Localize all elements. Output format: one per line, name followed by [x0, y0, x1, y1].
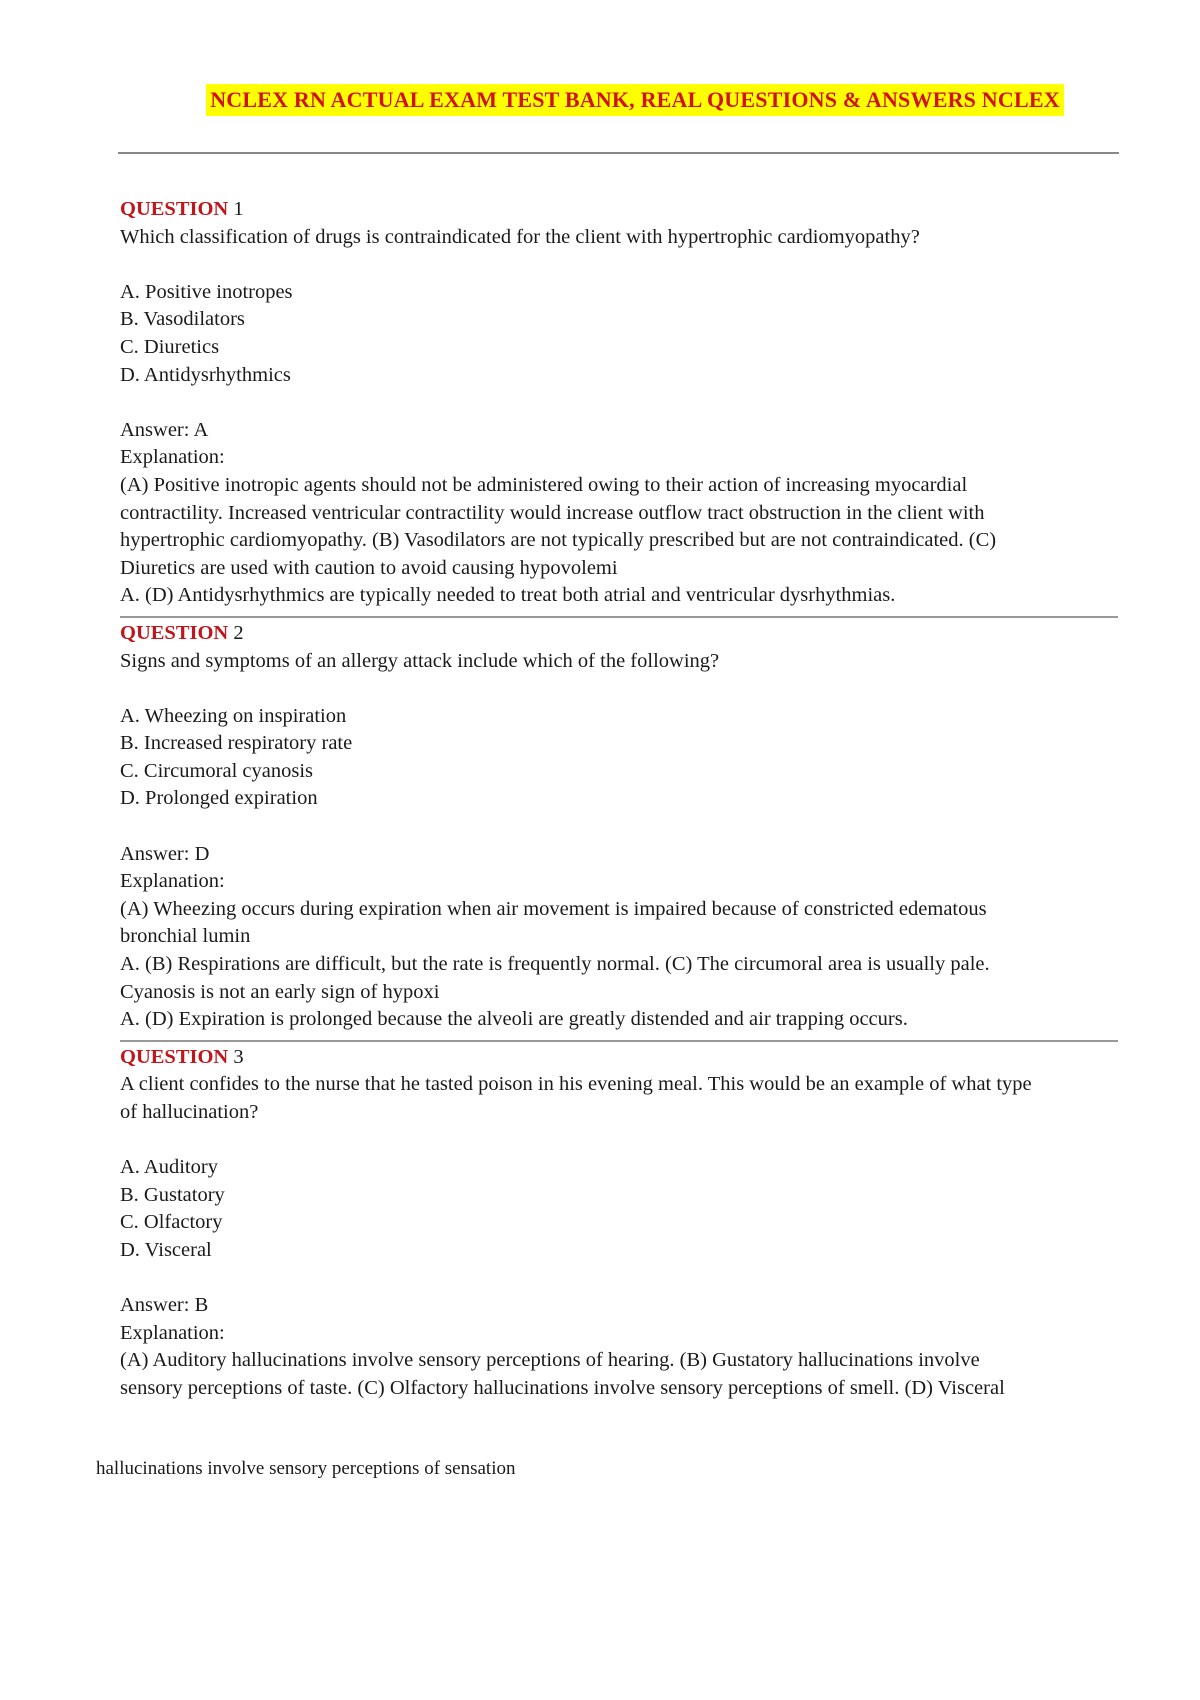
- question-block: [120, 196, 1120, 610]
- explanation-line: (A) Auditory hallucinations involve sensory perceptions of hearing. (B) Gustatory hallucinations involve: [120, 1349, 980, 1372]
- answer-line: Answer: A: [120, 418, 209, 441]
- question-block: [120, 1044, 1120, 1403]
- question-text-line: A client confides to the nurse that he tasted poison in his evening meal. This would be an example of what type: [120, 1073, 1032, 1096]
- explanation-line: (A) Wheezing occurs during expiration when air movement is impaired because of constricted edematous: [120, 897, 987, 920]
- option-b: B. Vasodilators: [120, 308, 245, 331]
- answer-line: Answer: B: [120, 1294, 209, 1317]
- question-number: 2: [233, 621, 244, 644]
- answer-options: [120, 703, 1120, 813]
- option-a: A. Positive inotropes: [120, 280, 293, 303]
- explanation-line: contractility. Increased ventricular contractility would increase outflow tract obstruction in the client with: [120, 501, 985, 524]
- question-heading: [120, 620, 1120, 648]
- question-divider: [120, 616, 1118, 618]
- option-c: C. Diuretics: [120, 335, 220, 358]
- title-divider: [118, 152, 1119, 154]
- explanation-label: Explanation:: [120, 446, 225, 469]
- explanation-line: A. (D) Expiration is prolonged because the alveoli are greatly distended and air trapping occurs.: [120, 1008, 908, 1031]
- explanation-continuation: hallucinations involve sensory perceptions of sensation: [96, 1458, 516, 1479]
- question-text: Signs and symptoms of an allergy attack include which of the following?: [120, 649, 720, 672]
- question-heading: [120, 196, 1120, 224]
- option-a: A. Auditory: [120, 1156, 218, 1179]
- questions-content: [120, 196, 1120, 1403]
- option-a: A. Wheezing on inspiration: [120, 704, 347, 727]
- explanation-label: Explanation:: [120, 870, 225, 893]
- question-label: QUESTION: [120, 1045, 229, 1068]
- question-text-line: of hallucination?: [120, 1101, 259, 1123]
- document-title-wrap: [0, 84, 1200, 116]
- explanation-text: [120, 472, 1120, 610]
- explanation-line: A. (B) Respirations are difficult, but the rate is frequently normal. (C) The circumoral area is usually pale.: [120, 953, 990, 976]
- question-block: [120, 620, 1120, 1034]
- explanation-line: hypertrophic cardiomyopathy. (B) Vasodilators are not typically prescribed but are not contraindicated. (C): [120, 529, 997, 552]
- explanation-line: (A) Positive inotropic agents should not be administered owing to their action of increasing myocardial: [120, 473, 968, 496]
- question-label: QUESTION: [120, 621, 229, 644]
- question-number: 1: [233, 198, 244, 220]
- option-b: B. Increased respiratory rate: [120, 732, 353, 755]
- document-title: NCLEX RN ACTUAL EXAM TEST BANK, REAL QUESTIONS & ANSWERS NCLEX: [206, 84, 1064, 116]
- question-label: QUESTION: [120, 198, 229, 220]
- option-d: D. Antidysrhythmics: [120, 363, 291, 386]
- question-divider: [120, 1040, 1118, 1042]
- answer-options: [120, 1154, 1120, 1264]
- option-d: D. Visceral: [120, 1238, 212, 1261]
- option-b: B. Gustatory: [120, 1183, 225, 1206]
- option-c: C. Olfactory: [120, 1211, 223, 1234]
- explanation-label: Explanation:: [120, 1321, 225, 1344]
- question-number: 3: [233, 1045, 244, 1068]
- explanation-line: A. (D) Antidysrhythmics are typically needed to treat both atrial and ventricular dysrhythmias.: [120, 584, 896, 607]
- explanation-line: Cyanosis is not an early sign of hypoxi: [120, 980, 440, 1003]
- question-text: Which classification of drugs is contraindicated for the client with hypertrophic cardiomyopathy?: [120, 225, 920, 248]
- answer-line: Answer: D: [120, 842, 210, 865]
- explanation-line: Diuretics are used with caution to avoid causing hypovolemi: [120, 556, 618, 579]
- option-c: C. Circumoral cyanosis: [120, 759, 314, 782]
- explanation-text: [120, 1347, 1120, 1402]
- question-heading: [120, 1044, 1120, 1072]
- explanation-line: bronchial lumin: [120, 925, 251, 948]
- explanation-text: [120, 896, 1120, 1034]
- explanation-line: sensory perceptions of taste. (C) Olfactory hallucinations involve sensory perceptions of smell. (D) Visceral: [120, 1376, 1005, 1399]
- answer-options: [120, 279, 1120, 389]
- option-d: D. Prolonged expiration: [120, 787, 318, 810]
